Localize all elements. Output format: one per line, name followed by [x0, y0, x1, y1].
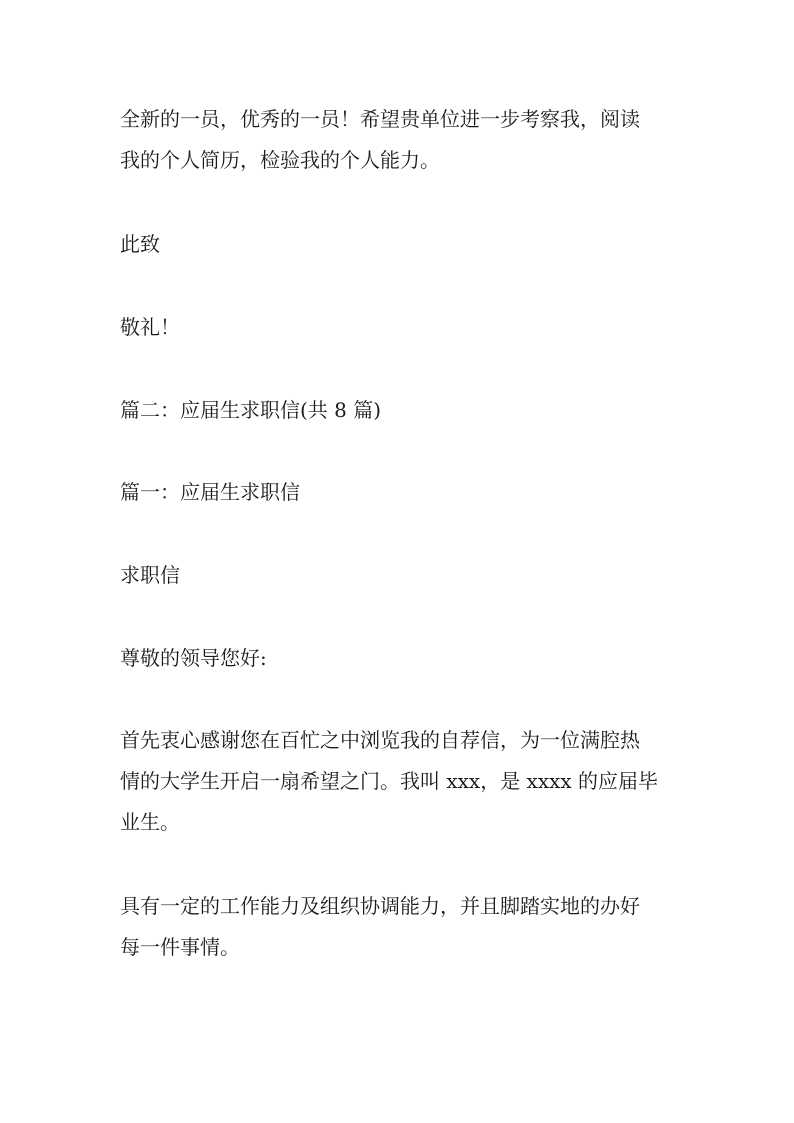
text-line: 业生。: [120, 810, 180, 834]
paragraph-closing-hope: [120, 99, 680, 181]
text-line: 每一件事情。: [120, 935, 240, 959]
letter-title: [120, 555, 680, 596]
paragraph-salutation-cizhi: [120, 224, 680, 265]
text-line: 情的大学生开启一扇希望之门。我叫 xxx，是 xxxx 的应届毕: [120, 769, 659, 793]
text-line: 我的个人简历，检验我的个人能力。: [120, 148, 440, 172]
letter-greeting: [120, 638, 680, 679]
text-line: 具有一定的工作能力及组织协调能力，并且脚踏实地的办好: [120, 894, 640, 918]
section-heading-part-two: [120, 390, 680, 431]
text-line: 篇二：应届生求职信(共 8 篇): [120, 398, 382, 422]
text-line: 首先衷心感谢您在百忙之中浏览我的自荐信，为一位满腔热: [120, 728, 640, 752]
paragraph-salutation-jingli: [120, 307, 680, 348]
text-line: 此致: [120, 232, 160, 256]
text-line: 全新的一员，优秀的一员！希望贵单位进一步考察我，阅读: [120, 107, 640, 131]
text-line: 敬礼！: [120, 315, 180, 339]
text-line: 求职信: [120, 563, 180, 587]
text-line: 尊敬的领导您好:: [120, 646, 267, 670]
paragraph-abilities: [120, 886, 680, 968]
section-heading-part-one: [120, 472, 680, 513]
text-line: 篇一：应届生求职信: [120, 480, 300, 504]
paragraph-introduction: [120, 720, 680, 843]
